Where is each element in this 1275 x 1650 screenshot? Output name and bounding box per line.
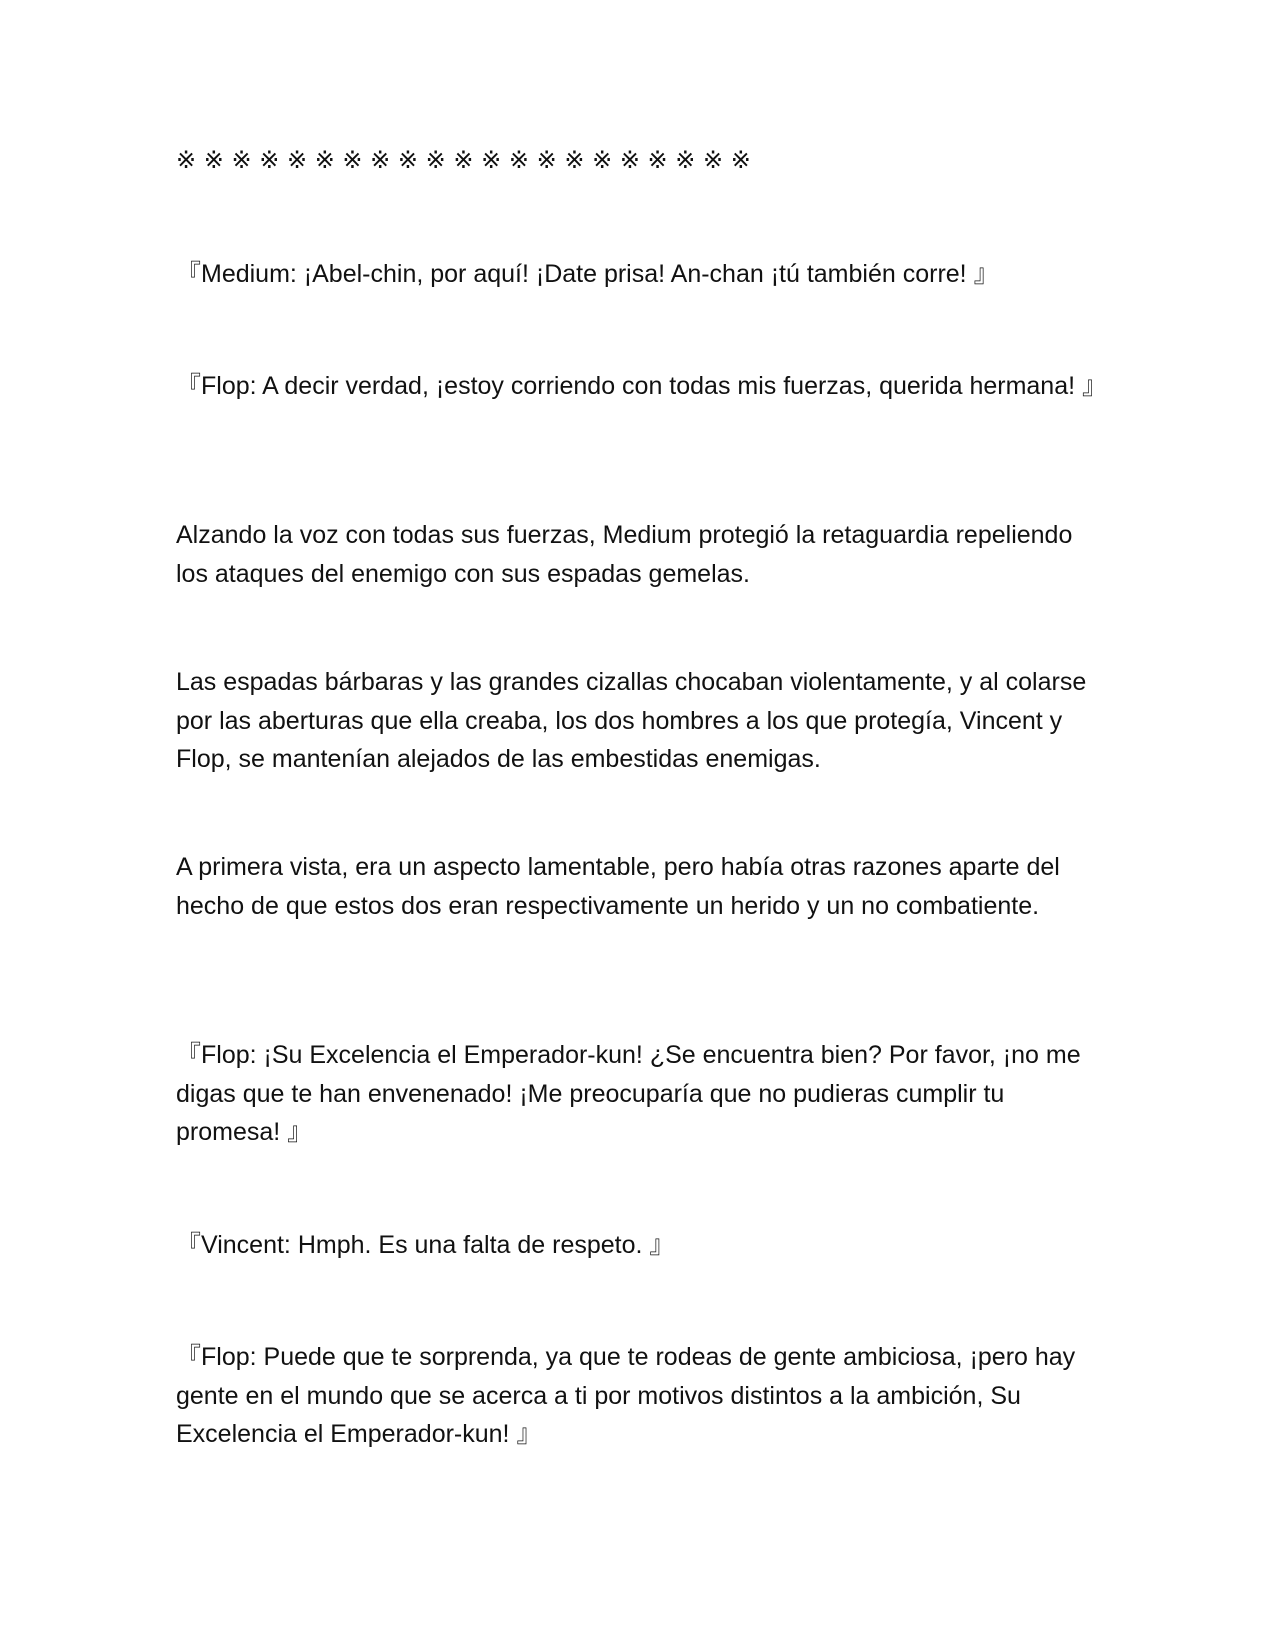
scene-break-separator: ※ ※ ※ ※ ※ ※ ※ ※ ※ ※ ※ ※ ※ ※ ※ ※ ※ ※ ※ ※ ※: [176, 146, 751, 174]
dialogue-paragraph: 『Flop: ¡Su Excelencia el Emperador-kun! ¿Se encuentra bien? Por favor, ¡no me digas que te han envenenado! ¡Me preocuparía que no pudieras cumplir tu promesa! 』: [176, 1041, 1081, 1146]
narration-paragraph: Alzando la voz con todas sus fuerzas, Medium protegió la retaguardia repeliendo los ataques del enemigo con sus espadas gemelas.: [176, 521, 1073, 588]
dialogue-paragraph: 『Medium: ¡Abel-chin, por aquí! ¡Date prisa! An-chan ¡tú también corre! 』: [176, 260, 999, 288]
narration-paragraph: A primera vista, era un aspecto lamentable, pero había otras razones aparte del hecho de que estos dos eran respectivamente un herido y un no combatiente.: [176, 853, 1060, 920]
dialogue-paragraph: 『Vincent: Hmph. Es una falta de respeto. 』: [176, 1231, 675, 1259]
dialogue-paragraph: 『Flop: A decir verdad, ¡estoy corriendo con todas mis fuerzas, querida hermana! 』: [176, 372, 1108, 400]
dialogue-paragraph: 『Flop: Puede que te sorprenda, ya que te rodeas de gente ambiciosa, ¡pero hay gente en el mundo que se acerca a ti por motivos distintos a la ambición, Su Excelencia el Emperador-kun! 』: [176, 1343, 1076, 1448]
narration-paragraph: Las espadas bárbaras y las grandes cizallas chocaban violentamente, y al colarse por las aberturas que ella creaba, los dos hombres a los que protegía, Vincent y Flop, se mantenían alejados de las embestidas enemigas.: [176, 668, 1087, 773]
